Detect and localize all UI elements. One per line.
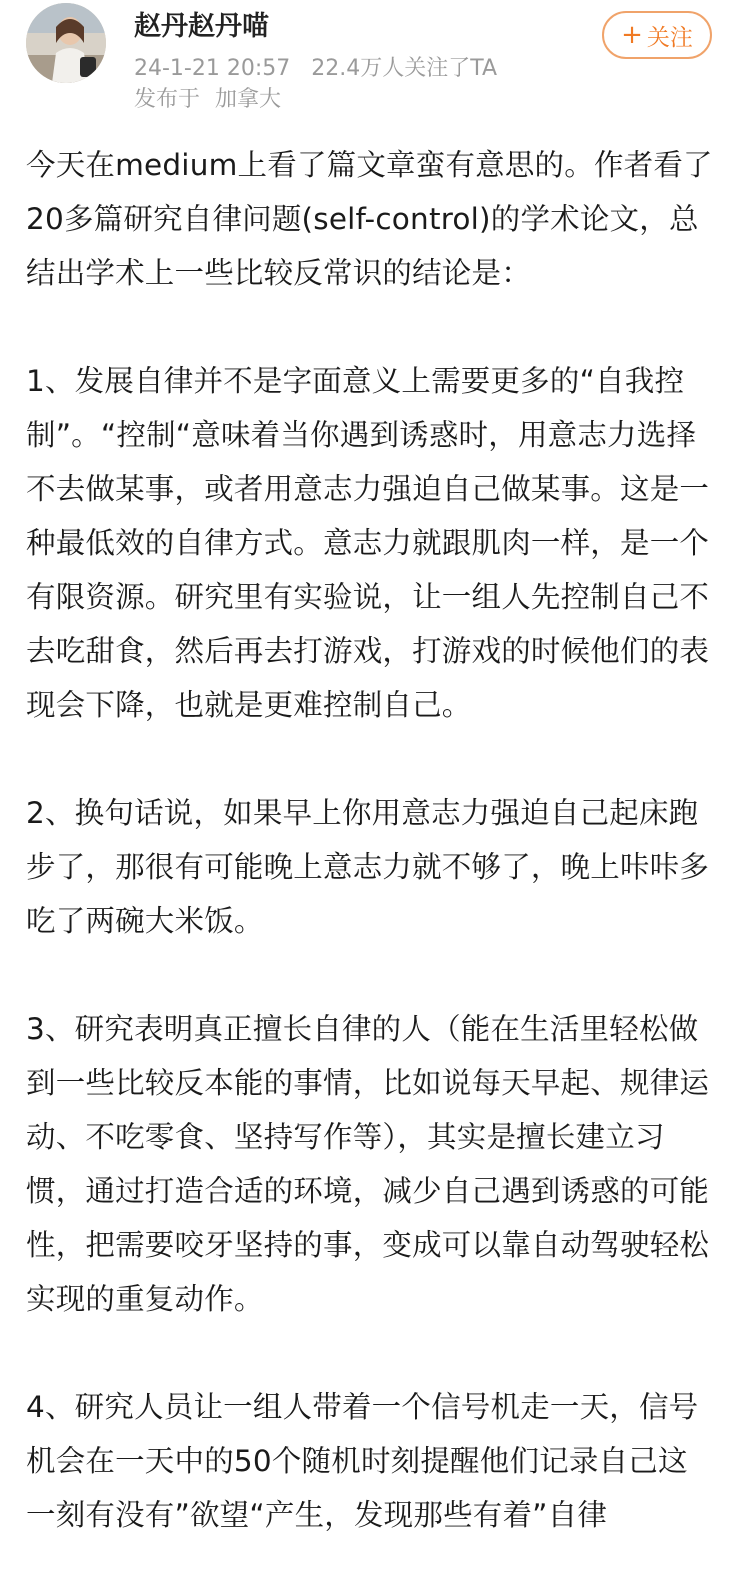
plus-icon: + bbox=[621, 20, 643, 50]
paragraph-2: 2、换句话说，如果早上你用意志力强迫自己起床跑步了，那很有可能晚上意志力就不够了，晚上咔咔多吃了两碗大米饭。 bbox=[26, 796, 710, 938]
avatar[interactable] bbox=[26, 3, 106, 83]
post-header bbox=[0, 0, 742, 128]
post-location bbox=[134, 86, 281, 114]
timestamp: 24-1-21 20:57 bbox=[134, 56, 291, 81]
post-content bbox=[26, 138, 716, 1596]
paragraph-3: 3、研究表明真正擅长自律的人（能在生活里轻松做到一些比较反本能的事情，比如说每天早起、规律运动、不吃零食、坚持写作等），其实是擅长建立习惯，通过打造合适的环境，减少自己遇到诱惑的可能性，把需要咬牙坚持的事，变成可以靠自动驾驶轻松实现的重复动作。 bbox=[26, 1012, 710, 1316]
paragraph-4: 4、研究人员让一组人带着一个信号机走一天，信号机会在一天中的50个随机时刻提醒他们记录自己这一刻有没有”欲望“产生，发现那些有着”自律 bbox=[26, 1390, 699, 1532]
paragraph-1: 1、发展自律并不是字面意义上需要更多的“自我控制”。“控制“意味着当你遇到诱惑时，用意志力选择不去做某事，或者用意志力强迫自己做某事。这是一种最低效的自律方式。意志力就跟肌肉一样，是一个有限资源。研究里有实验说，让一组人先控制自己不去吃甜食，然后再去打游戏，打游戏的时候他们的表现会下降，也就是更难控制自己。 bbox=[26, 364, 710, 722]
location-prefix: 发布于 bbox=[134, 87, 201, 112]
post-meta bbox=[134, 55, 497, 83]
follower-count: 22.4万人关注了TA bbox=[311, 56, 498, 81]
avatar-image bbox=[26, 3, 106, 83]
paragraph-intro: 今天在medium上看了篇文章蛮有意思的。作者看了20多篇研究自律问题(self-control)的学术论文，总结出学术上一些比较反常识的结论是： bbox=[26, 148, 713, 290]
follow-button-label: 关注 bbox=[646, 24, 693, 51]
follow-button[interactable] bbox=[602, 11, 712, 59]
location-value: 加拿大 bbox=[215, 87, 282, 112]
username[interactable]: 赵丹赵丹喵 bbox=[134, 11, 269, 42]
